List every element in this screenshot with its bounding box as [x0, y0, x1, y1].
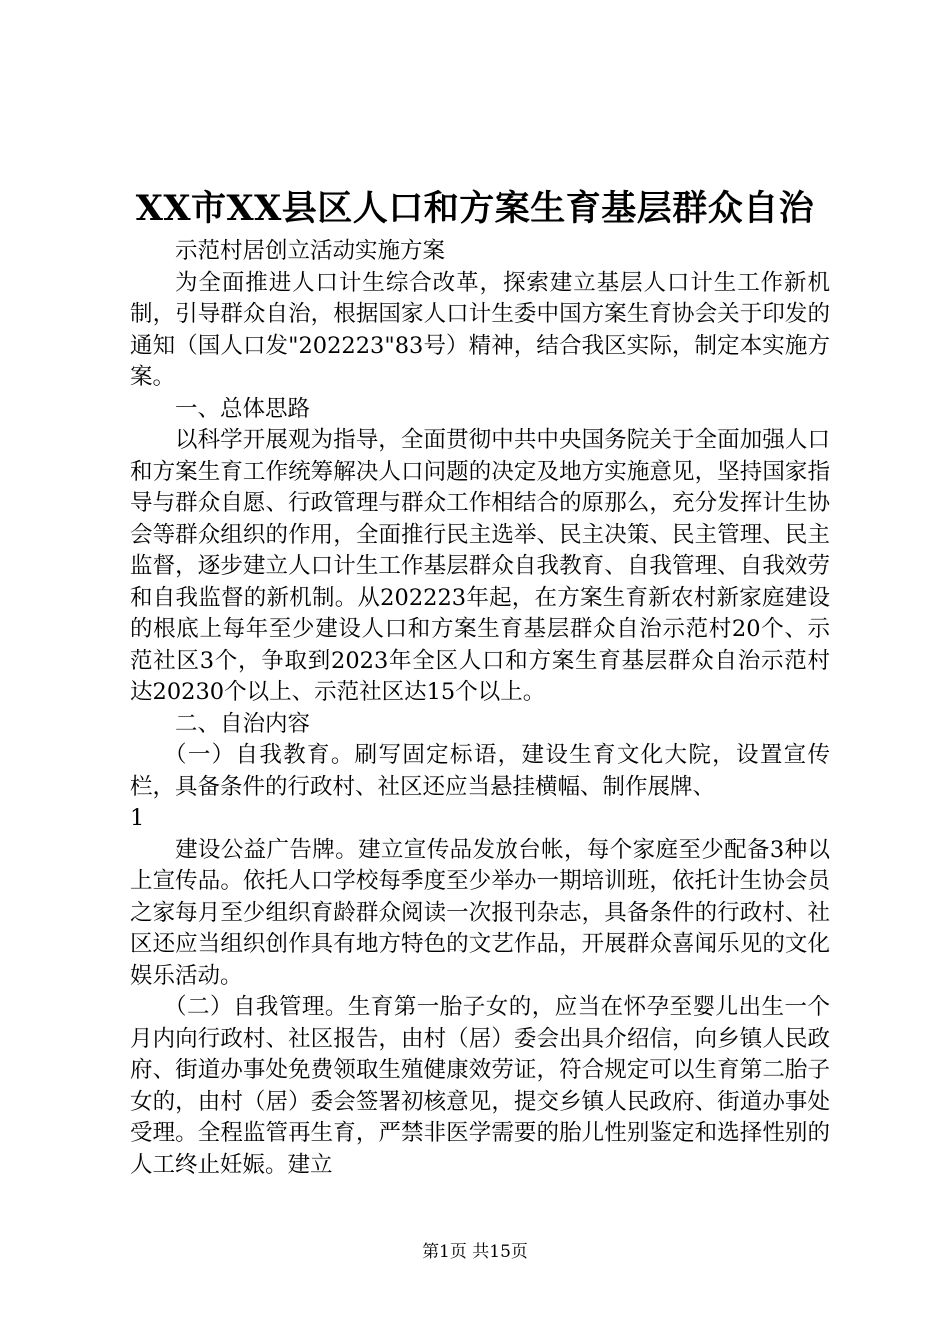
- self-management-paragraph: （二）自我管理。生育第一胎子女的，应当在怀孕至婴儿出生一个月内向行政村、社区报告，由村（居）委会出具介绍信，向乡镇人民政府、街道办事处免费领取生殖健康效劳证，符合规定可以生育第二胎子女的，由村（居）委会签署初核意见，提交乡镇人民政府、街道办事处受理。全程监管再生育，严禁非医学需要的胎儿性别鉴定和选择性别的人工终止妊娠。建立: [130, 994, 830, 1178]
- document-body: [130, 236, 830, 1181]
- general-idea-paragraph: 以科学开展观为指导，全面贯彻中共中央国务院关于全面加强人口和方案生育工作统筹解决人口问题的决定及地方实施意见，坚持国家指导与群众自愿、行政管理与群众工作相结合的原那么，充分发挥计生协会等群众组织的作用，全面推行民主选举、民主决策、民主管理、民主监督，逐步建立人口计生工作基层群众自我教育、自我管理、自我效劳和自我监督的新机制。从202223年起，在方案生育新农村新家庭建设的根底上每年至少建设人口和方案生育基层群众自治示范村20个、示范社区3个，争取到2023年全区人口和方案生育基层群众自治示范村达20230个以上、示范社区达15个以上。: [130, 427, 830, 705]
- section-heading-general-idea: 一、总体思路: [175, 395, 311, 422]
- intro-paragraph: 为全面推进人口计生综合改革，探索建立基层人口计生工作新机制，引导群众自治，根据国家人口计生委中国方案生育协会关于印发的通知（国人口发"202223"83号）精神，结合我区实际，制定本实施方案。: [130, 269, 830, 390]
- subtitle-paragraph: 示范村居创立活动实施方案: [175, 238, 446, 264]
- self-education-continued-paragraph: 建设公益广告牌。建立宣传品发放台帐，每个家庭至少配备3种以上宣传品。依托人口学校每季度至少举办一期培训班，依托计生协会员之家每月至少组织育龄群众阅读一次报刊杂志，具备条件的行政村、社区还应当组织创作具有地方特色的文艺作品，开展群众喜闻乐见的文化娱乐活动。: [130, 836, 830, 989]
- document-title: XX市XX县区人口和方案生育基层群众自治: [135, 188, 815, 229]
- page-marker: 1: [130, 805, 145, 831]
- section-heading-autonomy-content: 二、自治内容: [175, 710, 311, 737]
- self-education-paragraph: （一）自我教育。刷写固定标语，建设生育文化大院，设置宣传栏，具备条件的行政村、社区还应当悬挂横幅、制作展牌、: [130, 742, 830, 800]
- page-footer: 第1页 共15页: [422, 1242, 528, 1262]
